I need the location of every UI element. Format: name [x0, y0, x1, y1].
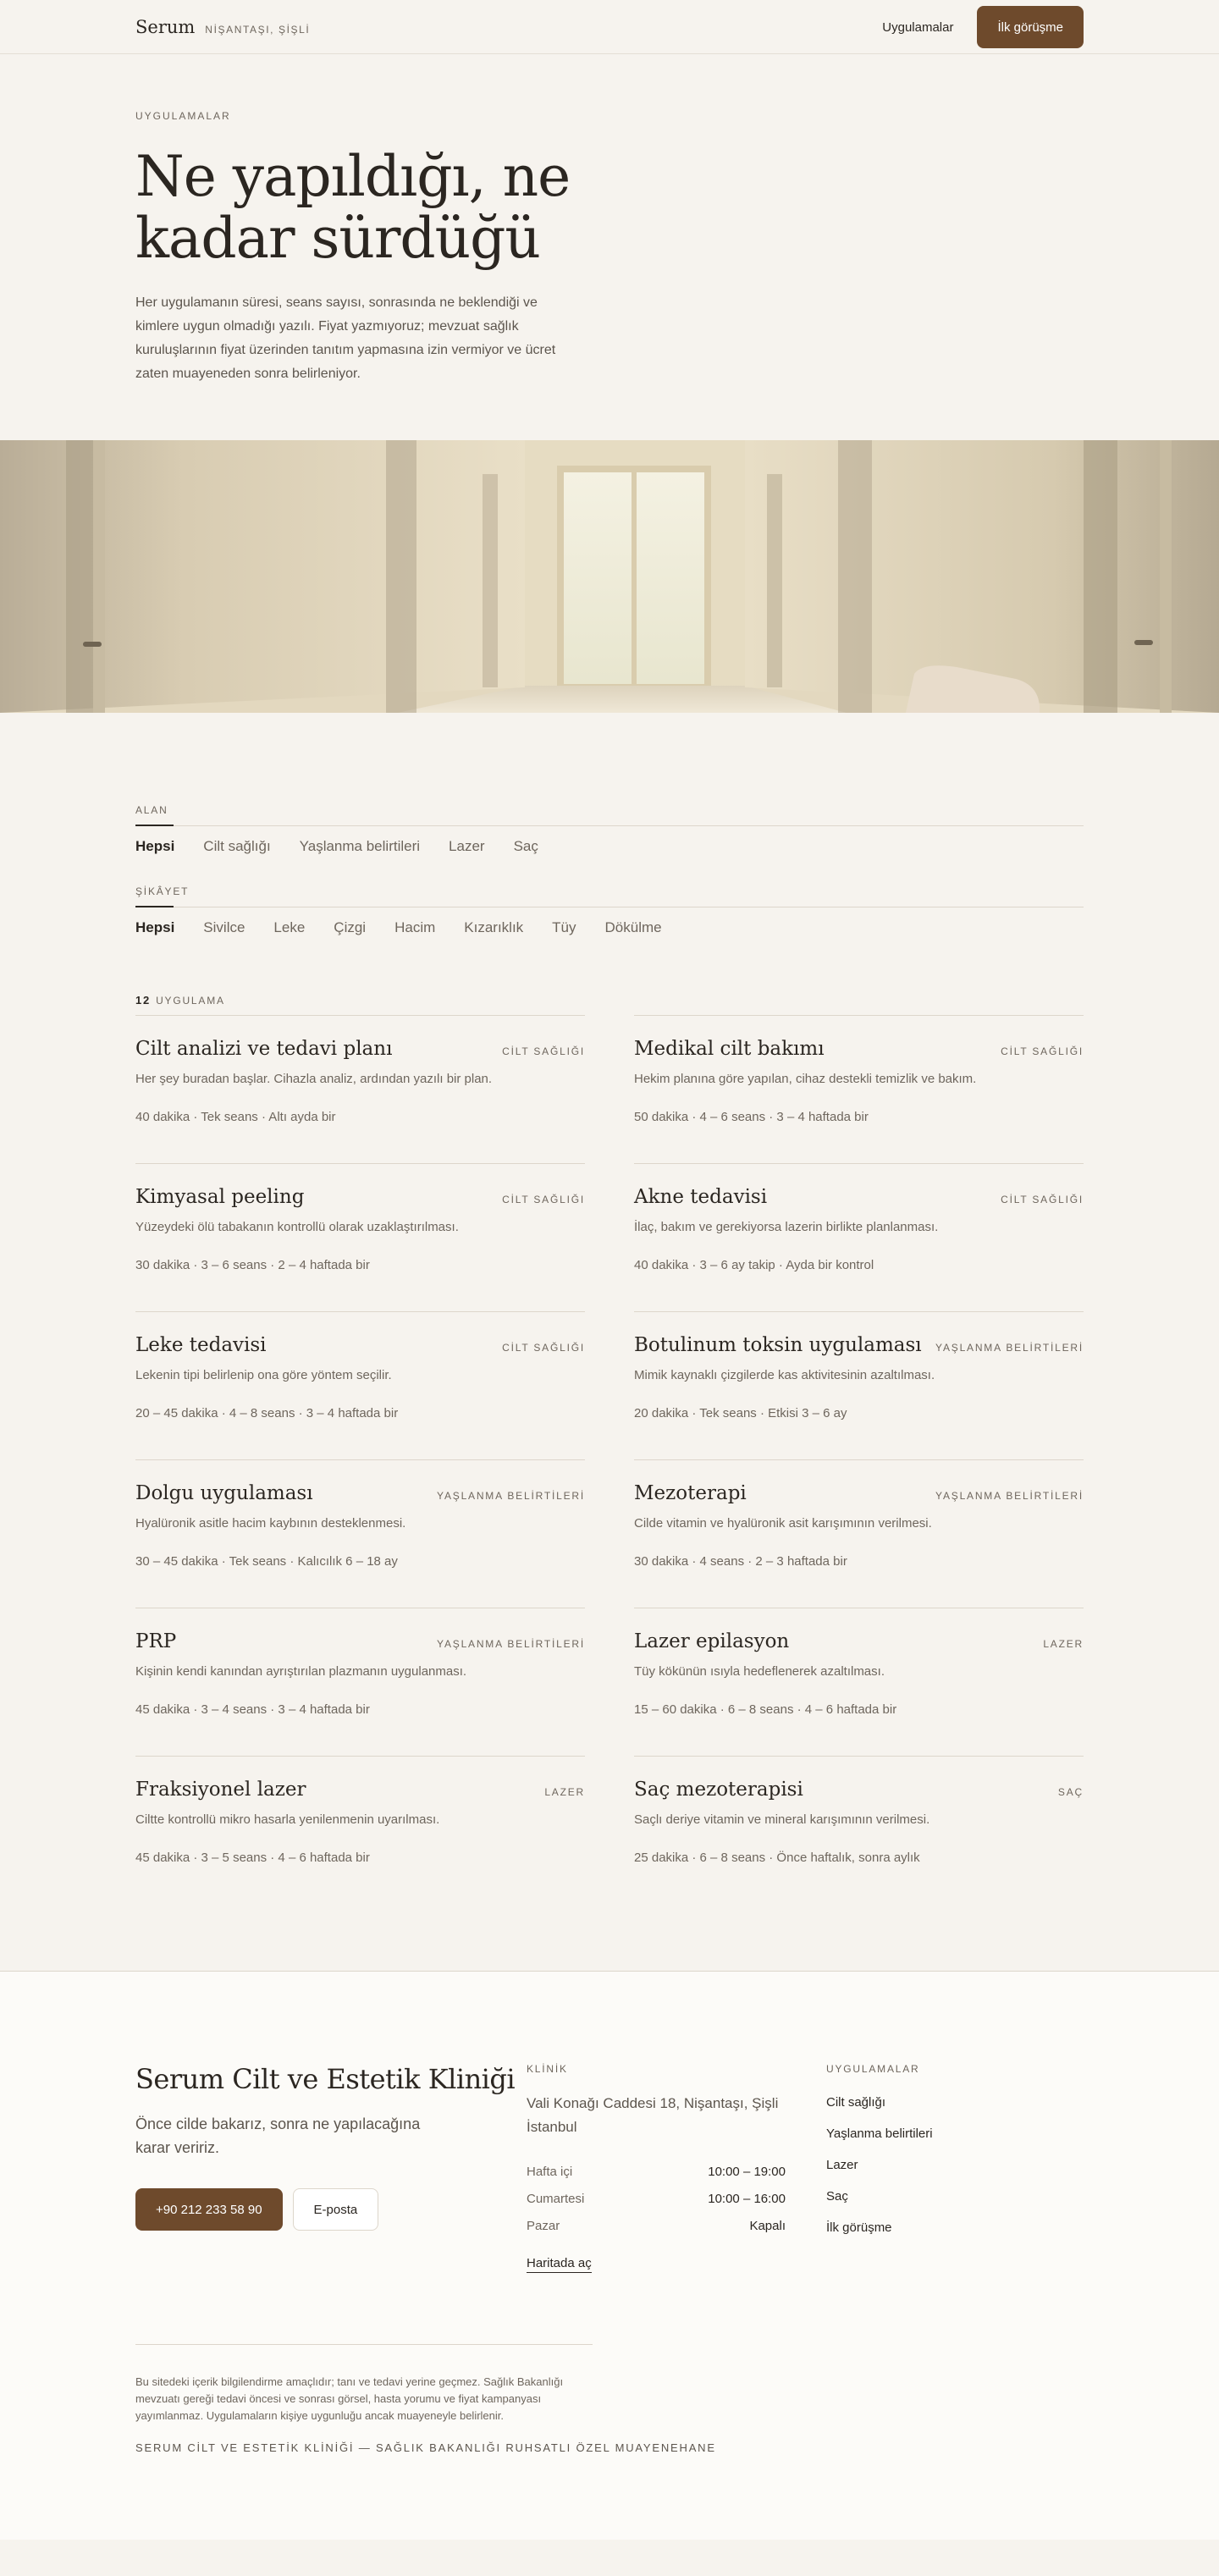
hours-day: Hafta içi [527, 2164, 573, 2179]
treatment-card-header [135, 1630, 585, 1652]
treatment-title[interactable]: PRP [135, 1630, 177, 1652]
area-filter-header [135, 803, 1084, 826]
treatment-category: YAŞLANMA BELİRTİLERİ [437, 1638, 585, 1650]
hero-eyebrow: UYGULAMALAR [135, 110, 231, 122]
hours-day: Pazar [527, 2218, 560, 2233]
complaint-option-hair-loss[interactable]: Dökülme [604, 919, 662, 935]
treatment-title[interactable]: Botulinum toksin uygulaması [634, 1334, 922, 1356]
hours-time: 10:00 – 16:00 [708, 2191, 786, 2206]
hours-day: Cumartesi [527, 2191, 585, 2206]
footer-clinic-label: KLİNİK [527, 2063, 568, 2075]
treatment-category: LAZER [1043, 1638, 1084, 1650]
treatment-card-header [634, 1334, 1084, 1356]
open-map-link[interactable]: Haritada aç [527, 2256, 592, 2273]
brand-name[interactable]: Serum [135, 17, 196, 37]
treatment-meta: 40 dakika · 3 – 6 ay takip · Ayda bir kontrol [634, 1258, 874, 1272]
site-header [0, 0, 1219, 54]
hours-time: Kapalı [749, 2218, 786, 2233]
area-filter [135, 803, 1084, 855]
treatment-meta: 30 – 45 dakika · Tek seans · Kalıcılık 6 – 18 ay [135, 1554, 398, 1569]
brand[interactable] [135, 17, 310, 37]
treatment-title[interactable]: Akne tedavisi [634, 1186, 768, 1208]
treatment-title[interactable]: Kimyasal peeling [135, 1186, 305, 1208]
treatment-description: Saçlı deriye vitamin ve mineral karışımının verilmesi. [634, 1812, 930, 1827]
treatment-card-header [634, 1186, 1084, 1208]
footer-clinic-column [527, 2063, 826, 2273]
treatment-card[interactable] [634, 1608, 1084, 1756]
treatment-category: YAŞLANMA BELİRTİLERİ [437, 1490, 585, 1502]
treatment-card-header [634, 1482, 1084, 1504]
treatment-category: YAŞLANMA BELİRTİLERİ [935, 1342, 1084, 1354]
treatment-meta: 45 dakika · 3 – 5 seans · 4 – 6 haftada bir [135, 1851, 370, 1865]
area-option-all[interactable]: Hepsi [135, 838, 175, 854]
treatment-category: CİLT SAĞLIĞI [502, 1045, 585, 1057]
email-button[interactable]: E-posta [293, 2188, 379, 2231]
site-footer [0, 1971, 1219, 2540]
page-title-line-2: kadar sürdüğü [135, 206, 540, 271]
area-option-hair[interactable]: Saç [513, 838, 538, 854]
treatment-title[interactable]: Leke tedavisi [135, 1334, 267, 1356]
treatment-description: Yüzeydeki ölü tabakanın kontrollü olarak uzaklaştırılması. [135, 1220, 459, 1234]
treatment-meta: 20 – 45 dakika · 4 – 8 seans · 3 – 4 haftada bir [135, 1406, 399, 1420]
treatment-grid [135, 1015, 1084, 1904]
filters-section [0, 713, 1219, 1904]
legal-disclaimer: Bu sitedeki içerik bilgilendirme amaçlıdır; tanı ve tedavi yerine geçmez. Sağlık Bakanlığı mevzuatı gereği tedavi öncesi ve sonrası görsel, hasta yorumu ve fiyat kampanyası yayımlanmaz. Uygulamaların kişiye uygunluğu ancak muayeneyle belirlenir. [135, 2375, 564, 2422]
complaint-option-line[interactable]: Çizgi [334, 919, 367, 935]
hours-row [527, 2158, 786, 2185]
treatment-title[interactable]: Cilt analizi ve tedavi planı [135, 1038, 393, 1060]
treatment-description: Hyalüronik asitle hacim kaybının desteklenmesi. [135, 1516, 406, 1531]
treatment-meta: 45 dakika · 3 – 4 seans · 3 – 4 haftada bir [135, 1702, 370, 1717]
treatment-card[interactable] [135, 1311, 585, 1459]
treatment-description: Tüy kökünün ısıyla hedeflenerek azaltılması. [634, 1664, 885, 1679]
treatment-category: LAZER [544, 1786, 585, 1798]
footer-brand-column [135, 2063, 527, 2273]
hours-row [527, 2185, 786, 2212]
main-nav [882, 6, 1084, 48]
treatment-card-header [634, 1038, 1084, 1060]
treatment-card-header [634, 1630, 1084, 1652]
treatment-meta: 30 dakika · 4 seans · 2 – 3 haftada bir [634, 1554, 847, 1569]
treatment-card-header [135, 1779, 585, 1801]
footer-links-column [826, 2063, 1080, 2273]
treatment-category: SAÇ [1057, 1786, 1084, 1798]
footer-apps-label: UYGULAMALAR [826, 2063, 920, 2075]
treatment-description: Ciltte kontrollü mikro hasarla yenilenmenin uyarılması. [135, 1812, 440, 1827]
complaint-option-volume[interactable]: Hacim [394, 919, 436, 935]
treatment-card[interactable] [634, 1756, 1084, 1904]
treatment-card[interactable] [634, 1163, 1084, 1311]
treatment-count [135, 994, 1084, 1007]
complaint-option-all[interactable]: Hepsi [135, 919, 175, 935]
clinic-address: Vali Konağı Caddesi 18, Nişantaşı, Şişli İstanbul [527, 2095, 779, 2135]
treatment-card[interactable] [135, 1459, 585, 1608]
treatment-card[interactable] [135, 1163, 585, 1311]
area-option-aging[interactable]: Yaşlanma belirtileri [299, 838, 421, 854]
treatment-category: CİLT SAĞLIĞI [502, 1194, 585, 1205]
complaint-option-hair-removal[interactable]: Tüy [552, 919, 576, 935]
area-filter-underline [135, 825, 174, 826]
treatment-count-label: UYGULAMA [156, 995, 225, 1007]
page-title-line-1: Ne yapıldığı, ne [135, 144, 571, 209]
area-option-skin-health[interactable]: Cilt sağlığı [203, 838, 271, 854]
treatment-count-number: 12 [135, 994, 152, 1007]
treatment-card-header [135, 1186, 585, 1208]
complaint-filter-underline [135, 906, 174, 907]
complaint-option-acne[interactable]: Sivilce [203, 919, 245, 935]
treatment-title[interactable]: Mezoterapi [634, 1482, 747, 1504]
treatment-meta: 25 dakika · 6 – 8 seans · Önce haftalık, sonra aylık [634, 1851, 920, 1865]
treatment-description: Cilde vitamin ve hyalüronik asit karışımının verilmesi. [634, 1516, 932, 1531]
treatment-title[interactable]: Medikal cilt bakımı [634, 1038, 825, 1060]
treatment-card-header [135, 1482, 585, 1504]
footer-link-aging[interactable]: Yaşlanma belirtileri [826, 2126, 933, 2141]
page-title [135, 146, 660, 269]
footer-link-hair[interactable]: Saç [826, 2189, 848, 2204]
hallway-image [0, 440, 1219, 713]
treatment-category: CİLT SAĞLIĞI [1001, 1194, 1084, 1205]
complaint-filter-header [135, 884, 1084, 907]
first-consultation-button[interactable]: İlk görüşme [977, 6, 1084, 48]
treatment-description: Her şey buradan başlar. Cihazla analiz, ardından yazılı bir plan. [135, 1072, 493, 1086]
hours-time: 10:00 – 19:00 [708, 2164, 786, 2179]
footer-link-skin-health[interactable]: Cilt sağlığı [826, 2095, 886, 2110]
treatment-title[interactable]: Saç mezoterapisi [634, 1779, 803, 1801]
license-statement: SERUM CİLT VE ESTETİK KLİNİĞİ — SAĞLIK BAKANLIĞI RUHSATLI ÖZEL MUAYENEHANE [135, 2441, 716, 2454]
hero-lead: Her uygulamanın süresi, seans sayısı, sonrasında ne beklendiği ve kimlere uygun olmadığı yazılı. Fiyat yazmıyoruz; mevzuat sağlık kuruluşlarının fiyat üzerinden tanıtım yapmasına izin vermiyor ve ücret zaten muayeneden sonra belirleniyor. [135, 295, 556, 381]
opening-hours [527, 2158, 786, 2239]
treatment-meta: 30 dakika · 3 – 6 seans · 2 – 4 haftada bir [135, 1258, 370, 1272]
nav-link-applications[interactable]: Uygulamalar [882, 19, 954, 35]
footer-clinic-name: Serum Cilt ve Estetik Kliniği [135, 2063, 516, 2095]
treatment-title[interactable]: Lazer epilasyon [634, 1630, 790, 1652]
footer-link-first-consultation[interactable]: İlk görüşme [826, 2220, 892, 2235]
area-filter-label: ALAN [135, 804, 168, 816]
treatment-card[interactable] [135, 1756, 585, 1904]
complaint-filter-options [135, 919, 1084, 936]
hallway-illustration [0, 440, 1219, 713]
treatment-title[interactable]: Fraksiyonel lazer [135, 1779, 306, 1801]
complaint-option-redness[interactable]: Kızarıklık [464, 919, 524, 935]
hero-section [0, 54, 1219, 440]
treatment-description: Lekenin tipi belirlenip ona göre yöntem seçilir. [135, 1368, 392, 1382]
footer-tagline: Önce cilde bakarız, sonra ne yapılacağına karar veririz. [135, 2115, 421, 2156]
footer-link-laser[interactable]: Lazer [826, 2158, 858, 2172]
treatment-card[interactable] [634, 1015, 1084, 1163]
treatment-meta: 50 dakika · 4 – 6 seans · 3 – 4 haftada bir [634, 1110, 869, 1124]
hours-row [527, 2212, 786, 2239]
treatment-description: Hekim planına göre yapılan, cihaz destekli temizlik ve bakım. [634, 1072, 977, 1086]
treatment-description: Mimik kaynaklı çizgilerde kas aktivitesinin azaltılması. [634, 1368, 935, 1382]
treatment-title[interactable]: Dolgu uygulaması [135, 1482, 313, 1504]
brand-location: NİŞANTAŞI, ŞİŞLİ [205, 24, 311, 36]
treatment-card[interactable] [135, 1608, 585, 1756]
treatment-card[interactable] [634, 1459, 1084, 1608]
treatment-card-header [634, 1779, 1084, 1801]
complaint-option-spot[interactable]: Leke [273, 919, 306, 935]
phone-button[interactable]: +90 212 233 58 90 [135, 2188, 283, 2231]
treatment-meta: 20 dakika · Tek seans · Etkisi 3 – 6 ay [634, 1406, 847, 1420]
treatment-card[interactable] [135, 1015, 585, 1163]
area-filter-options [135, 838, 1084, 855]
treatment-category: CİLT SAĞLIĞI [1001, 1045, 1084, 1057]
treatment-card-header [135, 1038, 585, 1060]
treatment-category: YAŞLANMA BELİRTİLERİ [935, 1490, 1084, 1502]
treatment-description: İlaç, bakım ve gerekiyorsa lazerin birlikte planlanması. [634, 1220, 939, 1234]
area-option-laser[interactable]: Lazer [449, 838, 485, 854]
treatment-meta: 15 – 60 dakika · 6 – 8 seans · 4 – 6 haftada bir [634, 1702, 897, 1717]
treatment-meta: 40 dakika · Tek seans · Altı ayda bir [135, 1110, 336, 1124]
treatment-description: Kişinin kendi kanından ayrıştırılan plazmanın uygulanması. [135, 1664, 467, 1679]
footer-divider [135, 2344, 593, 2345]
treatment-card[interactable] [634, 1311, 1084, 1459]
treatment-card-header [135, 1334, 585, 1356]
complaint-filter-label: ŞİKÂYET [135, 885, 190, 897]
treatment-category: CİLT SAĞLIĞI [502, 1342, 585, 1354]
complaint-filter [135, 884, 1084, 936]
